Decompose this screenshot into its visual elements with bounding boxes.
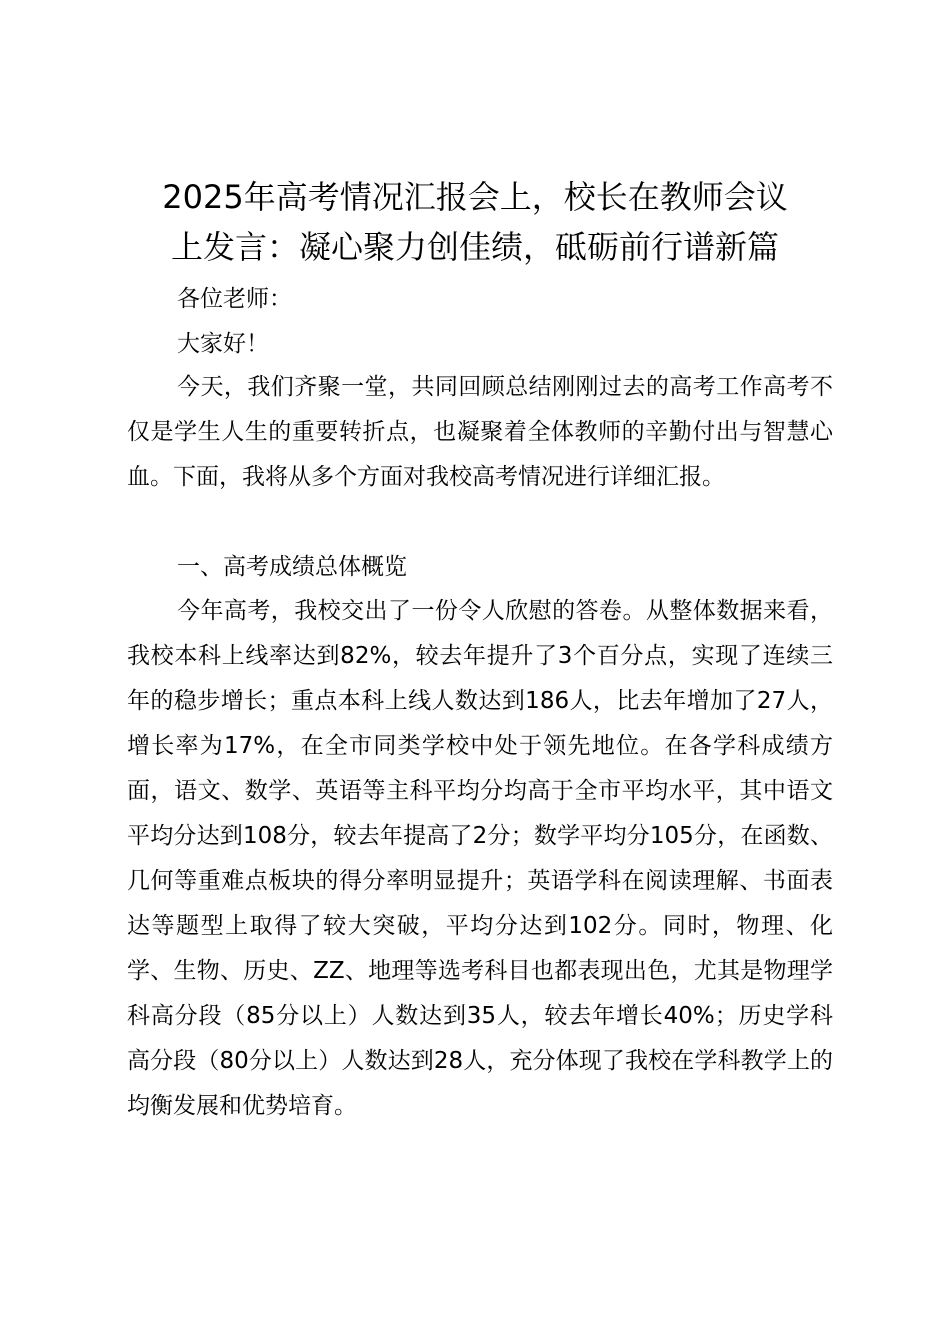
greeting: 大家好！: [177, 331, 269, 357]
document-title: [100, 172, 850, 272]
salutation: 各位老师：: [177, 286, 292, 312]
title-line-1: 2025年高考情况汇报会上，校长在教师会议: [162, 178, 788, 216]
section-heading-block: [127, 545, 833, 590]
greeting-block: [127, 322, 833, 367]
title-line-2: 上发言：凝心聚力创佳绩，砥砺前行谱新篇: [170, 228, 779, 266]
results-block: [127, 589, 833, 1129]
intro-paragraph: 今天，我们齐聚一堂，共同回顾总结刚刚过去的高考工作高考不仅是学生人生的重要转折点，也凝聚着全体教师的辛勤付出与智慧心血。下面，我将从多个方面对我校高考情况进行详细汇报。: [127, 374, 833, 490]
section-1-paragraph: 今年高考，我校交出了一份令人欣慰的答卷。从整体数据来看，我校本科上线率达到82%，较去年提升了3个百分点，实现了连续三年的稳步增长；重点本科上线人数达到186人，比去年增加了27人，增长率为17%，在全市同类学校中处于领先地位。在各学科成绩方面，语文、数学、英语等主科平均分均高于全市平均水平，其中语文平均分达到108分，较去年提高了2分；数学平均分105分，在函数、几何等重难点板块的得分率明显提升；英语学科在阅读理解、书面表达等题型上取得了较大突破，平均分达到102分。同时，物理、化学、生物、历史、ZZ、地理等选考科目也都表现出色，尤其是物理学科高分段（85分以上）人数达到35人，较去年增长40%；历史学科高分段（80分以上）人数达到28人，充分体现了我校在学科教学上的均衡发展和优势培育。: [127, 598, 833, 1119]
salutation-block: [127, 277, 833, 322]
section-1-heading: 一、高考成绩总体概览: [177, 554, 407, 580]
intro-block: [127, 365, 833, 500]
